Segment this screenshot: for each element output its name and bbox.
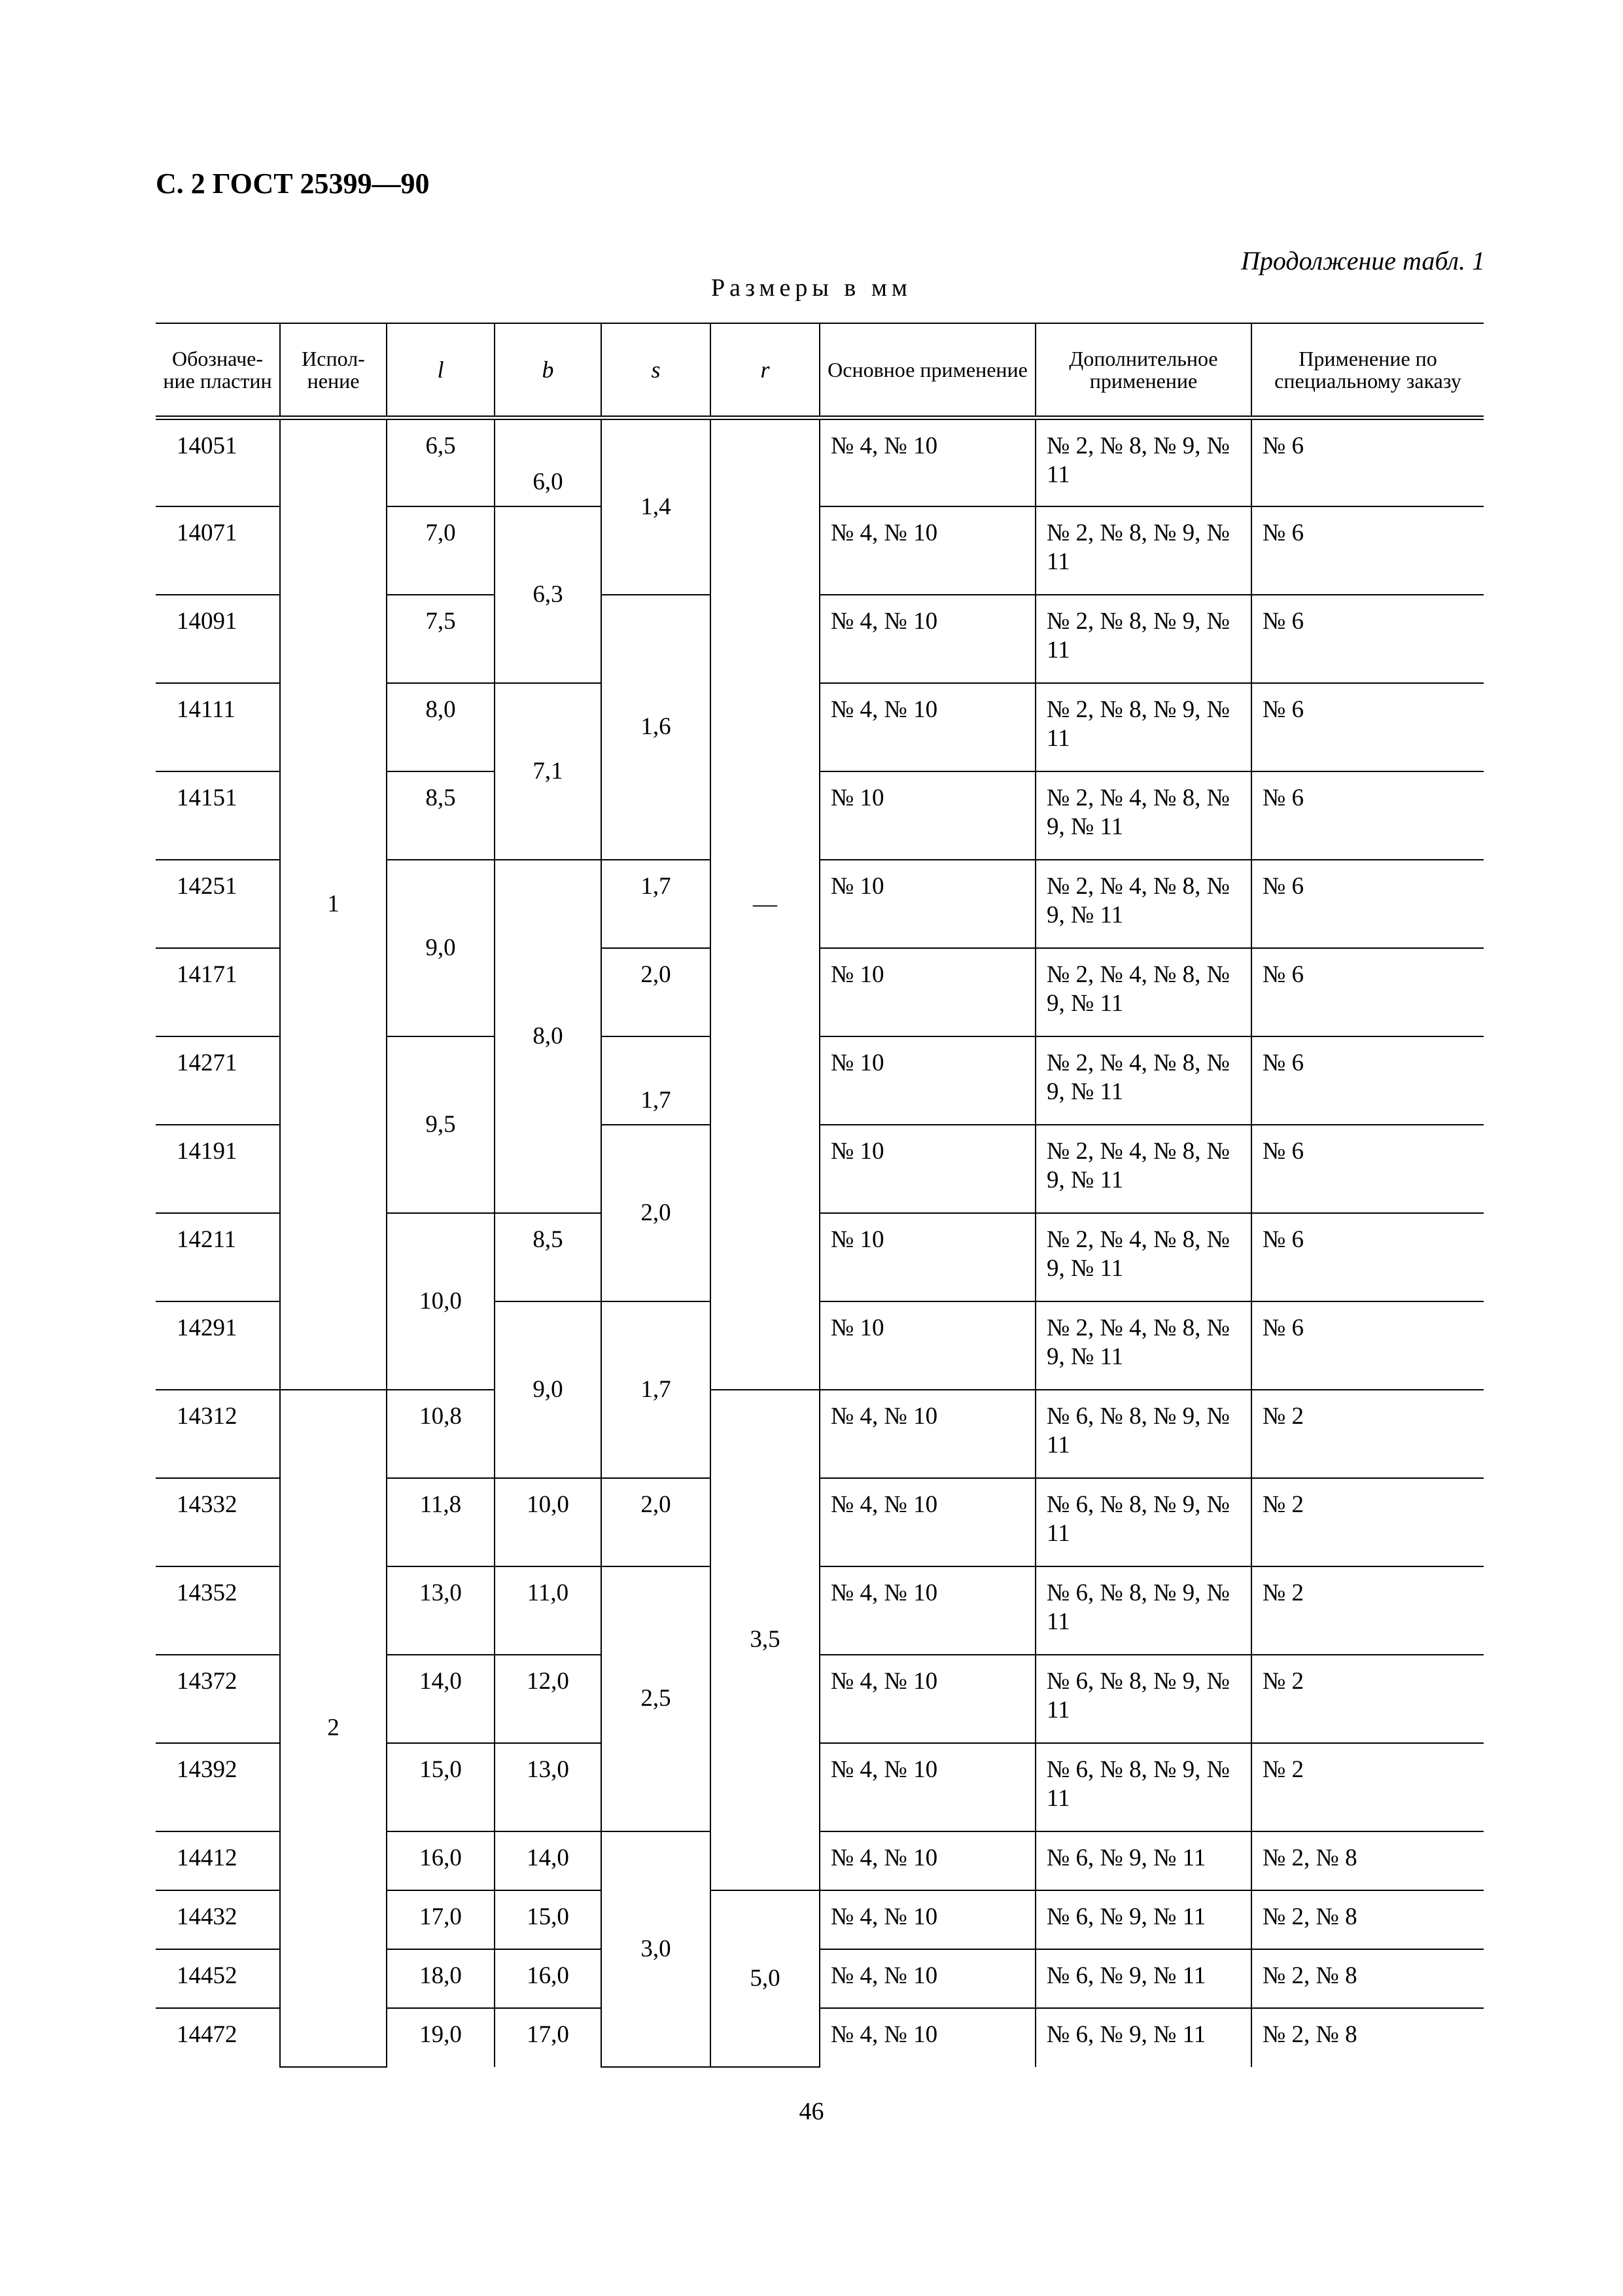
cell-b: 6,0 [495,418,601,506]
col-header-r: r [710,323,820,418]
cell-l: 6,5 [387,418,495,506]
cell-r: 5,0 [710,1890,820,2067]
cell-main-use: № 4, № 10 [820,1949,1036,2008]
cell-special-order: № 6 [1251,948,1484,1036]
table-continuation-label: Продолжение табл. 1 [1240,246,1485,275]
cell-main-use: № 4, № 10 [820,1743,1036,1831]
cell-l: 15,0 [387,1743,495,1831]
cell-designation: 14171 [156,948,280,1036]
col-header-special-order: Применение по специальному заказу [1251,323,1484,418]
cell-special-order: № 6 [1251,418,1484,506]
cell-main-use: № 10 [820,948,1036,1036]
cell-designation: 14071 [156,506,280,595]
cell-l: 17,0 [387,1890,495,1949]
cell-extra-use: № 2, № 4, № 8, № 9, № 11 [1036,1125,1251,1213]
cell-s: 2,0 [601,1125,710,1301]
cell-l: 19,0 [387,2008,495,2067]
cell-main-use: № 4, № 10 [820,683,1036,771]
cell-extra-use: № 2, № 8, № 9, № 11 [1036,418,1251,506]
cell-special-order: № 2 [1251,1478,1484,1566]
cell-b: 7,1 [495,683,601,860]
cell-extra-use: № 6, № 8, № 9, № 11 [1036,1655,1251,1743]
cell-main-use: № 4, № 10 [820,1478,1036,1566]
cell-s: 1,4 [601,418,710,595]
cell-designation: 14271 [156,1036,280,1125]
insert-dimensions-table [156,323,1484,2068]
cell-s: 1,6 [601,595,710,860]
cell-special-order: № 6 [1251,1213,1484,1301]
cell-extra-use: № 2, № 8, № 9, № 11 [1036,595,1251,683]
col-header-designation: Обозначе-ние пластин [156,323,280,418]
cell-b: 8,5 [495,1213,601,1301]
cell-main-use: № 10 [820,860,1036,948]
cell-special-order: № 6 [1251,506,1484,595]
cell-main-use: № 10 [820,1036,1036,1125]
cell-l: 7,5 [387,595,495,683]
cell-extra-use: № 6, № 9, № 11 [1036,1831,1251,1890]
cell-l: 14,0 [387,1655,495,1743]
cell-main-use: № 4, № 10 [820,1890,1036,1949]
cell-extra-use: № 6, № 9, № 11 [1036,2008,1251,2067]
cell-special-order: № 2 [1251,1390,1484,1478]
cell-designation: 14392 [156,1743,280,1831]
cell-s: 3,0 [601,1831,710,2067]
cell-l: 10,0 [387,1213,495,1390]
units-caption: Размеры в мм [711,274,912,302]
cell-special-order: № 6 [1251,1125,1484,1213]
cell-designation: 14291 [156,1301,280,1390]
cell-s: 2,5 [601,1566,710,1831]
cell-version: 1 [280,418,387,1390]
cell-special-order: № 2, № 8 [1251,1890,1484,1949]
cell-designation: 14111 [156,683,280,771]
cell-main-use: № 4, № 10 [820,595,1036,683]
cell-l: 8,0 [387,683,495,771]
cell-extra-use: № 6, № 8, № 9, № 11 [1036,1390,1251,1478]
cell-main-use: № 10 [820,771,1036,860]
cell-designation: 14151 [156,771,280,860]
cell-designation: 14211 [156,1213,280,1301]
cell-s: 1,7 [601,1301,710,1478]
cell-main-use: № 4, № 10 [820,506,1036,595]
cell-designation: 14372 [156,1655,280,1743]
cell-special-order: № 6 [1251,595,1484,683]
cell-b: 16,0 [495,1949,601,2008]
cell-b: 13,0 [495,1743,601,1831]
cell-extra-use: № 2, № 4, № 8, № 9, № 11 [1036,1036,1251,1125]
cell-special-order: № 2, № 8 [1251,2008,1484,2067]
cell-designation: 14312 [156,1390,280,1478]
cell-main-use: № 10 [820,1301,1036,1390]
cell-main-use: № 4, № 10 [820,1390,1036,1478]
cell-extra-use: № 6, № 8, № 9, № 11 [1036,1743,1251,1831]
cell-designation: 14472 [156,2008,280,2067]
cell-l: 11,8 [387,1478,495,1566]
col-header-l: l [387,323,495,418]
cell-l: 9,5 [387,1036,495,1213]
cell-s: 2,0 [601,948,710,1036]
cell-special-order: № 2 [1251,1655,1484,1743]
cell-designation: 14091 [156,595,280,683]
cell-s: 1,7 [601,1036,710,1125]
cell-version: 2 [280,1390,387,2067]
cell-b: 6,3 [495,506,601,683]
cell-b: 9,0 [495,1301,601,1478]
cell-special-order: № 6 [1251,1301,1484,1390]
cell-special-order: № 2 [1251,1743,1484,1831]
cell-extra-use: № 6, № 8, № 9, № 11 [1036,1566,1251,1655]
cell-extra-use: № 2, № 4, № 8, № 9, № 11 [1036,1301,1251,1390]
cell-designation: 14251 [156,860,280,948]
cell-l: 8,5 [387,771,495,860]
cell-extra-use: № 2, № 8, № 9, № 11 [1036,683,1251,771]
cell-l: 10,8 [387,1390,495,1478]
cell-main-use: № 10 [820,1125,1036,1213]
cell-b: 10,0 [495,1478,601,1566]
cell-designation: 14452 [156,1949,280,2008]
cell-main-use: № 10 [820,1213,1036,1301]
cell-designation: 14051 [156,418,280,506]
cell-extra-use: № 2, № 8, № 9, № 11 [1036,506,1251,595]
table-row [156,1390,1484,1478]
cell-special-order: № 6 [1251,860,1484,948]
cell-extra-use: № 2, № 4, № 8, № 9, № 11 [1036,771,1251,860]
cell-s: 1,7 [601,860,710,948]
cell-main-use: № 4, № 10 [820,1831,1036,1890]
cell-extra-use: № 6, № 9, № 11 [1036,1949,1251,2008]
col-header-b: b [495,323,601,418]
cell-l: 13,0 [387,1566,495,1655]
cell-designation: 14191 [156,1125,280,1213]
cell-l: 9,0 [387,860,495,1036]
cell-main-use: № 4, № 10 [820,1655,1036,1743]
col-header-version: Испол-нение [280,323,387,418]
cell-b: 8,0 [495,860,601,1213]
cell-main-use: № 4, № 10 [820,1566,1036,1655]
cell-special-order: № 2 [1251,1566,1484,1655]
cell-designation: 14432 [156,1890,280,1949]
cell-l: 7,0 [387,506,495,595]
page-number: 46 [799,2098,824,2125]
cell-special-order: № 2, № 8 [1251,1831,1484,1890]
cell-extra-use: № 2, № 4, № 8, № 9, № 11 [1036,860,1251,948]
cell-r: — [710,418,820,1390]
cell-special-order: № 6 [1251,1036,1484,1125]
cell-special-order: № 6 [1251,771,1484,860]
cell-r: 3,5 [710,1390,820,1890]
cell-extra-use: № 6, № 8, № 9, № 11 [1036,1478,1251,1566]
cell-extra-use: № 6, № 9, № 11 [1036,1890,1251,1949]
cell-b: 17,0 [495,2008,601,2067]
document-header: С. 2 ГОСТ 25399—90 [156,168,430,200]
cell-main-use: № 4, № 10 [820,418,1036,506]
cell-designation: 14332 [156,1478,280,1566]
cell-main-use: № 4, № 10 [820,2008,1036,2067]
cell-designation: 14412 [156,1831,280,1890]
cell-l: 18,0 [387,1949,495,2008]
col-header-main-use: Основное применение [820,323,1036,418]
cell-extra-use: № 2, № 4, № 8, № 9, № 11 [1036,948,1251,1036]
cell-b: 14,0 [495,1831,601,1890]
cell-b: 12,0 [495,1655,601,1743]
cell-extra-use: № 2, № 4, № 8, № 9, № 11 [1036,1213,1251,1301]
cell-s: 2,0 [601,1478,710,1566]
cell-b: 11,0 [495,1566,601,1655]
cell-special-order: № 6 [1251,683,1484,771]
cell-designation: 14352 [156,1566,280,1655]
col-header-s: s [601,323,710,418]
table-header-row [156,323,1484,418]
cell-b: 15,0 [495,1890,601,1949]
table-row [156,418,1484,506]
col-header-extra-use: Дополнительное применение [1036,323,1251,418]
cell-special-order: № 2, № 8 [1251,1949,1484,2008]
cell-l: 16,0 [387,1831,495,1890]
